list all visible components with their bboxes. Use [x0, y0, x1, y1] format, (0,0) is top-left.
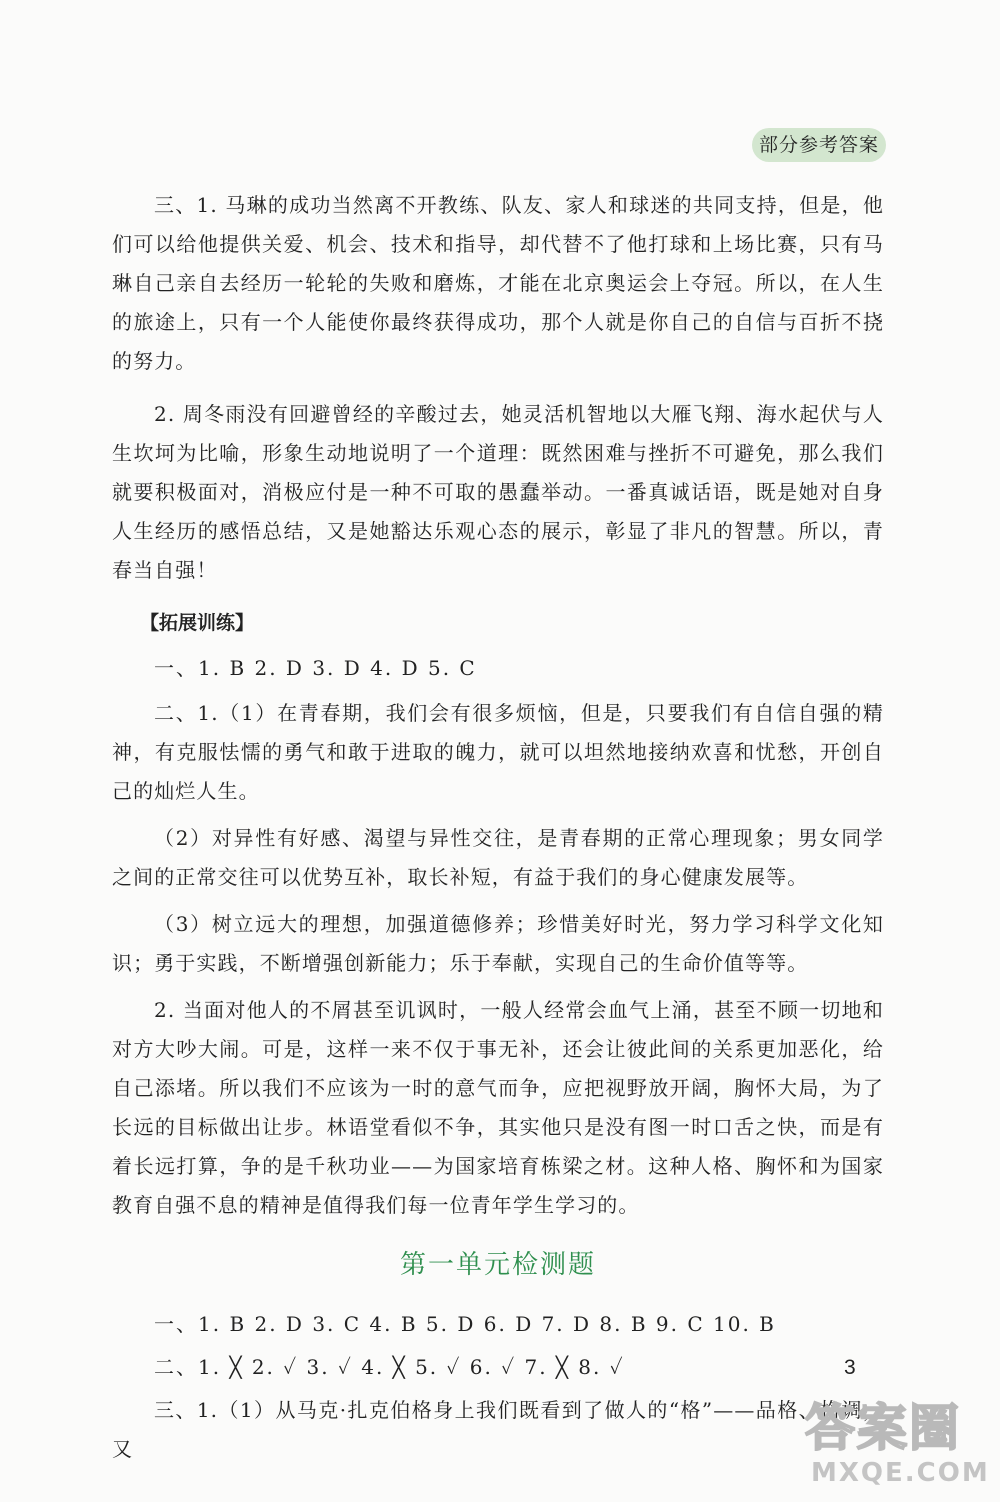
choice-answers: 一、1. B 2. D 3. D 4. D 5. C	[154, 656, 477, 680]
watermark-text: 答案圈	[805, 1399, 961, 1457]
answer-paragraph: 三、1. 马琳的成功当然离不开教练、队友、家人和球迷的共同支持，但是，他们可以给他提供关爱、机会、技术和指导，却代替不了他打球和上场比赛，只有马琳自己亲自去经历一轮轮的失败和磨炼，才能在北京奥运会上夺冠。所以，在人生的旅途上，只有一个人能使你最终获得成功，那个人就是你自己的自信与百折不挠的努力。	[112, 193, 884, 373]
section-heading: 【拓展训练】	[140, 612, 255, 634]
answer-paragraph: 三、1.（1）从马克·扎克伯格身上我们既看到了做人的“格”——品格、格调，又	[112, 1398, 884, 1461]
page-number: 3	[844, 1356, 856, 1379]
answer-paragraph: （3）树立远大的理想，加强道德修养；珍惜美好时光，努力学习科学文化知识；勇于实践，不断增强创新能力；乐于奉献，实现自己的生命价值等等。	[112, 912, 884, 975]
section-tag: 部分参考答案	[752, 128, 886, 162]
choice-answers: 一、1. B 2. D 3. C 4. B 5. D 6. D 7. D 8. B 9. C 10. B	[154, 1312, 776, 1336]
answer-paragraph: （2）对异性有好感、渴望与异性交往，是青春期的正常心理现象；男女同学之间的正常交往可以优势互补，取长补短，有益于我们的身心健康发展等。	[112, 826, 884, 889]
judgment-answers: 二、1. ╳ 2. ✓ 3. ✓ 4. ╳ 5. ✓ 6. ✓ 7. ╳ 8. ✓	[154, 1355, 625, 1379]
answer-paragraph: 2. 周冬雨没有回避曾经的辛酸过去，她灵活机智地以大雁飞翔、海水起伏与人生坎坷为比喻，形象生动地说明了一个道理：既然困难与挫折不可避免，那么我们就要积极面对，消极应付是一种不可取的愚蠢举动。一番真诚话语，既是她对自身人生经历的感悟总结，又是她豁达乐观心态的展示，彰显了非凡的智慧。所以，青春当自强！	[112, 402, 884, 582]
answer-paragraph: 二、1.（1）在青春期，我们会有很多烦恼，但是，只要我们有自信自强的精神，有克服怯懦的勇气和敢于进取的魄力，就可以坦然地接纳欢喜和忧愁，开创自己的灿烂人生。	[112, 701, 884, 803]
unit-test-title: 第一单元检测题	[399, 1250, 596, 1280]
watermark-logo	[805, 1400, 995, 1496]
answer-paragraph: 2. 当面对他人的不屑甚至讥讽时，一般人经常会血气上涌，甚至不顾一切地和对方大吵大闹。可是，这样一来不仅于事无补，还会让彼此间的关系更加恶化，给自己添堵。所以我们不应该为一时的意气而争，应把视野放开阔，胸怀大局，为了长远的目标做出让步。林语堂看似不争，其实他只是没有图一时口舌之快，而是有着长远打算，争的是千秋功业——为国家培育栋梁之材。这种人格、胸怀和为国家教育自强不息的精神是值得我们每一位青年学生学习的。	[112, 998, 884, 1217]
watermark-url: MXQE.COM	[811, 1458, 990, 1488]
answer-content	[112, 186, 884, 1469]
